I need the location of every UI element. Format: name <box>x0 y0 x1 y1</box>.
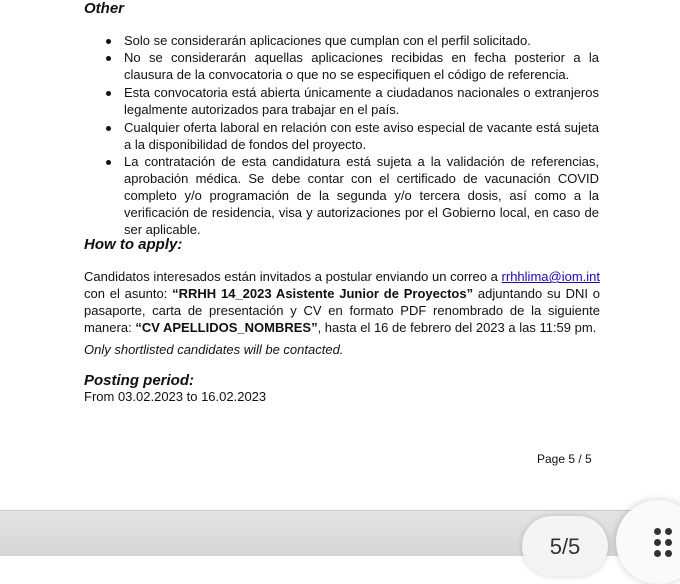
list-item: Cualquier oferta laboral en relación con este aviso especial de vacante está sujeta a la disponibilidad de fondos del proyecto. <box>124 119 599 153</box>
subject-text: “RRHH 14_2023 Asistente Junior de Proyectos” <box>172 286 474 301</box>
list-item: Esta convocatoria está abierta únicamente a ciudadanos nacionales o extranjeros legalmente autorizados para trabajar en el país. <box>124 84 599 118</box>
other-heading: Other <box>84 0 125 17</box>
bullet-icon <box>106 39 111 44</box>
list-item: La contratación de esta candidatura está sujeta a la validación de referencias, aprobación médica. Se debe contar con el certificado de vacunación COVID completo y/o programación de la segunda y/o tercera dosis, así como a la verificación de residencia, visa y autorizaciones por el Gobierno local, en caso de ser aplicable. <box>124 153 599 238</box>
shortlist-note: Only shortlisted candidates will be contacted. <box>84 342 344 357</box>
posting-dates: From 03.02.2023 to 16.02.2023 <box>84 389 267 404</box>
posting-period-heading: Posting period: <box>84 372 194 389</box>
bullet-icon <box>106 126 111 131</box>
bullet-icon <box>106 160 111 165</box>
page-indicator[interactable]: 5/5 <box>522 516 608 576</box>
bullet-icon <box>106 91 111 96</box>
page-footer: Page 5 / 5 <box>537 452 592 466</box>
bullet-icon <box>106 56 111 61</box>
filename-format: “CV APELLIDOS_NOMBRES” <box>135 320 318 335</box>
grid-dots-icon <box>654 528 680 558</box>
list-item: Solo se considerarán aplicaciones que cumplan con el perfil solicitado. <box>124 32 599 49</box>
list-item: No se considerarán aquellas aplicaciones recibidas en fecha posterior a la clausura de la convocatoria o que no se especifiquen el código de referencia. <box>124 49 599 83</box>
email-link[interactable]: rrhhlima@iom.int <box>501 269 600 284</box>
how-to-apply-heading: How to apply: <box>84 236 183 253</box>
apply-paragraph: Candidatos interesados están invitados a postular enviando un correo a rrhhlima@iom.int con el asunto: “RRHH 14_2023 Asistente Junior de Proyectos” adjuntando su DNI o pasaporte, carta de presentación y CV en formato PDF renombrado de la siguiente manera: “CV APELLIDOS_NOMBRES”, hasta el 16 de febrero del 2023 a las 11:59 pm. <box>84 269 601 335</box>
